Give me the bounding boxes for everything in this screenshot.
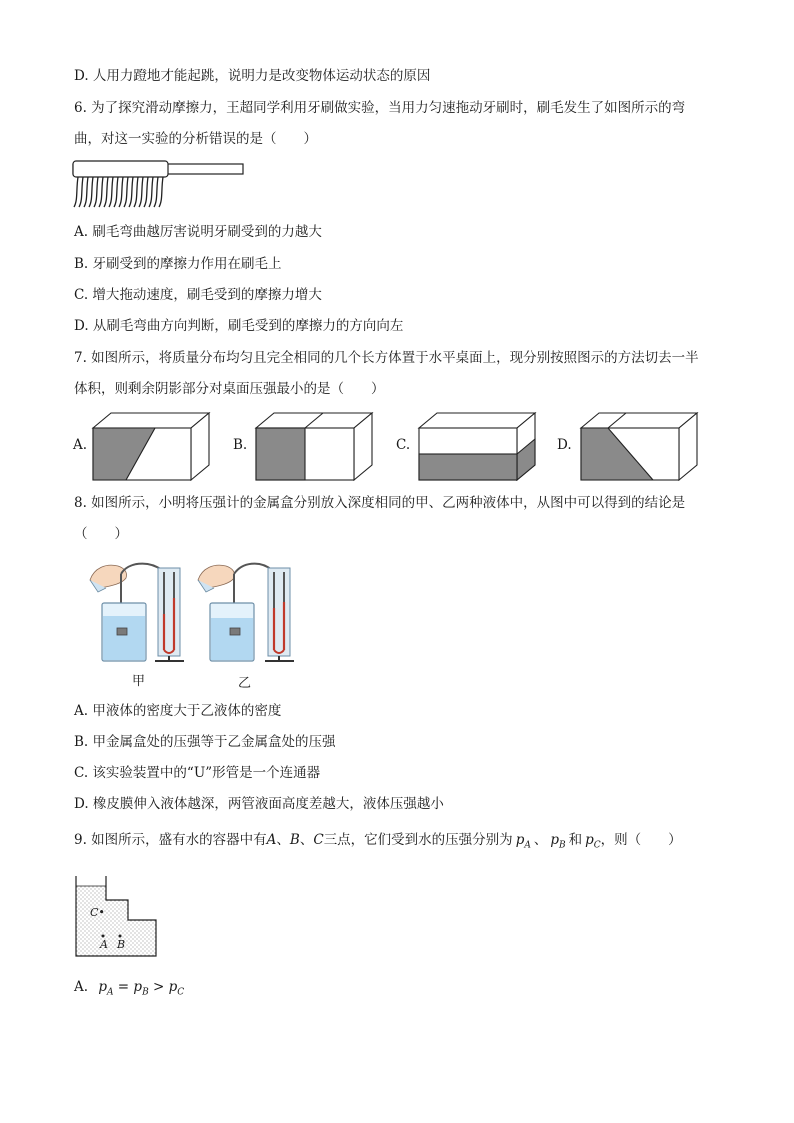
q9-stem	[74, 831, 682, 855]
q7-label-a: A.	[73, 437, 88, 453]
q8-figure-label-yi: 乙	[238, 676, 252, 691]
q6-option-c: C. 增大拖动速度，刷毛受到的摩擦力增大	[74, 287, 322, 303]
q6-option-d: D. 从刷毛弯曲方向判断，刷毛受到的摩擦力的方向向左	[74, 318, 404, 334]
q9-fig-label-c: C•	[90, 906, 105, 919]
q9-point-a: A	[266, 832, 277, 848]
q9-stem-mid: 三点，它们受到水的压强分别为	[323, 832, 513, 848]
q9-stem-prefix: 9. 如图所示，盛有水的容器中有	[74, 832, 267, 848]
q7-block-d	[578, 410, 700, 482]
q9-sep2: 、	[299, 832, 314, 848]
q9-sep1: 、	[276, 832, 290, 848]
q6-stem-line1: 6. 为了探究滑动摩擦力，王超同学利用牙刷做实验，当用力匀速拖动牙刷时，刷毛发生了如图所示的弯	[74, 100, 686, 116]
q9-and: 和	[568, 832, 583, 848]
q7-stem-line2: 体积，则剩余阴影部分对桌面压强最小的是（ ）	[74, 381, 385, 397]
q9-option-a	[74, 978, 184, 1002]
q9-p-c: p	[585, 832, 594, 848]
q9-container-figure	[72, 874, 164, 960]
q8-option-b: B. 甲金属盒处的压强等于乙金属盒处的压强	[74, 734, 336, 750]
q9-p-a: p	[515, 832, 525, 848]
q7-stem-line1: 7. 如图所示，将质量分布均匀且完全相同的几个长方体置于水平桌面上，现分别按照图示的方法切去一半	[74, 350, 699, 366]
q7-label-d: D.	[557, 437, 572, 453]
q9-p-b: p	[550, 832, 559, 848]
q6-option-b: B. 牙刷受到的摩擦力作用在刷毛上	[74, 256, 282, 272]
q9-sub-a: A	[524, 840, 531, 851]
q9-option-a-math: $p_A = p_B > p_C$	[98, 979, 185, 998]
q7-block-a	[90, 410, 212, 482]
q9-option-a-label: A.	[74, 979, 89, 995]
q8-option-c: C. 该实验装置中的“U”形管是一个连通器	[74, 765, 321, 781]
q9-point-c: C	[313, 832, 324, 848]
toothbrush-bristles	[74, 177, 163, 207]
q9-stem-suffix: ，则（ ）	[600, 832, 682, 848]
q7-label-c: C.	[396, 437, 411, 453]
q8-figure-label-jia: 甲	[132, 674, 146, 689]
q9-sub-b: B	[559, 840, 566, 851]
q9-fig-label-a: A	[100, 938, 108, 951]
q8-option-d: D. 橡皮膜伸入液体越深，两管液面高度差越大，液体压强越小	[74, 796, 444, 812]
q6-stem-line2: 曲，对这一实验的分析错误的是（ ）	[74, 131, 317, 147]
q7-b-shaded	[256, 428, 305, 480]
q7-c-shaded	[419, 454, 517, 480]
q8-stem-line2: （ ）	[74, 526, 128, 542]
q9-sub-c: C	[593, 840, 601, 851]
q7-block-c	[416, 410, 538, 482]
q9-sep3: 、	[533, 832, 548, 848]
toothbrush-figure	[72, 160, 248, 212]
q8-stem-line1: 8. 如图所示，小明将压强计的金属盒分别放入深度相同的甲、乙两种液体中，从图中可以得到的结论是	[74, 495, 686, 511]
q8-apparatus-yi	[196, 558, 306, 666]
q5-option-d: D. 人用力蹬地才能起跳，说明力是改变物体运动状态的原因	[74, 68, 431, 84]
toothbrush-head	[73, 161, 168, 177]
q8-option-a: A. 甲液体的密度大于乙液体的密度	[74, 703, 282, 719]
q7-block-b	[253, 410, 375, 482]
q8-apparatus-jia	[88, 558, 198, 666]
q9-point-b: B	[289, 832, 300, 848]
q9-fig-label-b: B	[117, 938, 126, 951]
q7-label-b: B.	[233, 437, 248, 453]
q6-option-a: A. 刷毛弯曲越厉害说明牙刷受到的力越大	[74, 224, 322, 240]
